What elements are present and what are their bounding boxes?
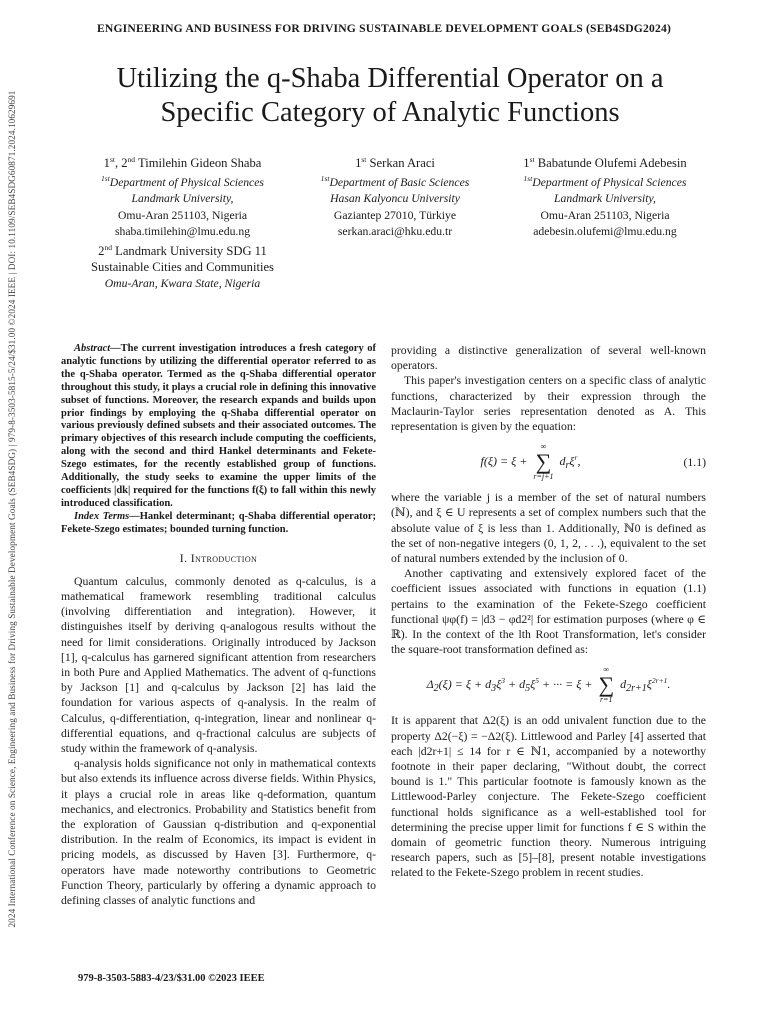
sidebar-doi-text: 2024 International Conference on Science, Engineering and Business for Driving Sustainable Development Goals (SEB4SDG) | 979-8-3503-5815-5/24/$31.00 ©2024 IEEE | DOI: 10.1109/SEB4SDG60871.2024.10629691 xyxy=(7,90,17,928)
author-2-univ: Hasan Kalyoncu University xyxy=(330,192,460,206)
author-1-extra2: Sustainable Cities and Communities xyxy=(91,260,274,275)
author-1-addr: Omu-Aran 251103, Nigeria xyxy=(117,208,248,222)
intro-paragraph-1: Quantum calculus, commonly denoted as q-calculus, is a mathematical framework resembling traditional calculus (involving differentiation and integration). However, it distinguishes itself by deriving q-analogous results without the need for limit considerations. Originally introduced by Jackson [1], q-calculus has garnered significant attention from researchers in both Pure and Applied Mathematics. The advent of q-functions by Jackson [1] and q-calculus by Jackson [2] has laid the foundation for various aspects of q-analysis. In the realm of Calculus, q-differentiation, q-integration, linear and nonlinear q-differential equations, and q-fractional calculus are subjects of study within the framework of q-analysis. xyxy=(61,574,376,756)
index-terms: Index Terms—Hankel determinant; q-Shaba differential operator; Fekete-Szego estimates; bounded turning function. xyxy=(61,510,376,535)
running-header: ENGINEERING AND BUSINESS FOR DRIVING SUSTAINABLE DEVELOPMENT GOALS (SEB4SDG2024) xyxy=(96,22,672,35)
author-3-addr: Omu-Aran 251103, Nigeria xyxy=(540,208,670,222)
footer-copyright: 979-8-3503-5883-4/23/$31.00 ©2023 IEEE xyxy=(78,973,265,984)
author-3-univ: Landmark University, xyxy=(554,192,656,206)
right-paragraph-3: where the variable j is a member of the set of natural numbers (ℕ), and ξ ∈ U represents a set of complex numbers such that the absolute value of ξ is less than 1. Additionally, ℕ0 is defined as the set of non-negative integers (0, 1, 2, . . .), equivalent to the set of natural numbers extended by the inclusion of 0. xyxy=(391,491,706,566)
author-3-email[interactable]: adebesin.olufemi@lmu.edu.ng xyxy=(533,224,677,238)
author-1: 1st, 2nd Timilehin Gideon Shaba $^{1st}$Department of Physical Sciences Landmark University, Omu-Aran 251103, Nigeria shaba.timilehin@lmu.edu.ng 2nd Landmark University SDG 11 Sustainable Cities and Communities Omu-Aran, Kwara State, Nigeria xyxy=(60,152,305,292)
index-terms-label: Index Terms xyxy=(74,510,130,522)
abstract-text: The current investigation introduces a fresh category of analytic functions by utilizing the differential operator referred to as the q-Shaba operator. Termed as the q-Shaba differential operator throughout this study, it plays a crucial role in defining this innovative subset of functions. Moreover, the research expands and builds upon prior findings by employing the q-Shaba differential operator on various previously defined subsets and their associated outcomes. The primary objectives of this research include computing the coefficients, along with the second and third Hankel determinants and Fekete-Szego estimates, for the recently established group of functions. Additionally, the study seeks to examine the upper limits of the coefficients |dk| required for the functions f(ξ) to fall within this newly introduced classification. xyxy=(61,343,376,509)
author-1-name: Timilehin Gideon Shaba xyxy=(137,156,262,171)
abstract: Abstract—The current investigation introduces a fresh category of analytic functions by utilizing the differential operator referred to as the q-Shaba operator. Termed as the q-Shaba differential operator throughout this study, it plays a crucial role in defining this innovative subset of functions. Moreover, the research expands and builds upon prior findings by employing the q-Shaba differential operator on various previously defined subsets and their associated outcomes. The primary objectives of this research include computing the coefficients, along with the second and third Hankel determinants and Fekete-Szego estimates, for the recently established group of functions. Additionally, the study seeks to examine the upper limits of the coefficients |dk| required for the functions f(ξ) to fall within this newly introduced classification. xyxy=(61,343,376,509)
title-line-1: Utilizing the q-Shaba Differential Operator on a xyxy=(116,63,664,94)
right-paragraph-5: It is apparent that Δ2(ξ) is an odd univalent function due to the property Δ2(−ξ) = −Δ2(ξ). Littlewood and Parley [4] asserted that each |d2r+1| ≤ 14 for r ∈ ℕ1, accompanied by a noteworthy footnote in their paper declaring, "Without doubt, the correct bound is 1." This particular footnote is famously known as the Littlewood-Parley conjecture. The Fekete-Szego coefficient functional holds significance as a well-established tool for determining the precise upper limit for functions f ∈ S within the domain of geometric function theory. Numerous intriguing research papers, such as [5]–[8], present notable investigations related to the Fekete-Szego problem in recent studies. xyxy=(391,714,706,880)
equation-sqrt-transform: $\Delta_2(\xi) = \xi + d_3\xi^3 + d_5\xi^5$ + ··· = ξ + ∞ ∑ r=1 $d_{2r+1}\xi^{2r+1}$. xyxy=(426,665,671,705)
author-3-dept: Department of Physical Sciences xyxy=(532,176,687,190)
author-3-name: Babatunde Olufemi Adebesin xyxy=(537,156,687,171)
author-1-dept: Department of Physical Sciences xyxy=(109,176,264,190)
author-3: 1st Babatunde Olufemi Adebesin $^{1st}$Department of Physical Sciences Landmark University, Omu-Aran 251103, Nigeria adebesin.olufemi@lmu.edu.ng xyxy=(490,152,720,240)
author-2-addr: Gaziantep 27010, Türkiye xyxy=(333,208,457,222)
left-column xyxy=(61,343,376,908)
abstract-label: Abstract xyxy=(74,343,111,354)
author-2-dept: Department of Basic Sciences xyxy=(329,176,470,190)
right-column xyxy=(391,343,706,881)
author-2: 1st Serkan Araci $^{1st}$Department of Basic Sciences Hasan Kalyoncu University Gaziantep 27010, Türkiye serkan.araci@hku.edu.tr xyxy=(300,152,490,240)
right-paragraph-4: Another captivating and extensively explored facet of the coefficient issues associated with functions in equation (1.1) pertains to the examination of the Fekete-Szego coefficient functional ψφ(f) = |d3 − φd2²| for estimation purposes (where φ ∈ ℝ). In the context of the lth Root Transformation, let's consider the square-root transformation defined as: xyxy=(391,567,706,657)
author-1-extra3: Omu-Aran, Kwara State, Nigeria xyxy=(104,276,261,290)
right-paragraph-2: This paper's investigation centers on a specific class of analytic functions, characterized by their expression through the Maclaurin-Taylor series representation denoted as A. This representation is given by the equation: xyxy=(391,374,706,434)
paper-title xyxy=(60,62,720,130)
equation-1-1: f(ξ) = ξ + ∞ ∑ r=j+1 $d_r\xi^r$, (1.1) xyxy=(480,442,706,482)
equation-number: (1.1) xyxy=(683,455,706,469)
sidebar-doi xyxy=(4,44,20,974)
right-paragraph-1: providing a distinctive generalization of several well-known operators. xyxy=(391,344,706,373)
index-terms-text: Hankel determinant; q-Shaba differential operator; Fekete-Szego estimates; bounded turning function. xyxy=(61,510,376,535)
intro-paragraph-2: q-analysis holds significance not only in mathematical contexts but also extends its influence across diverse fields. Within Physics, it plays a crucial role in areas like q-deformation, quantum mechanics, and electronics. Probability and Statistics benefit from the exploration of Gaussian q-distribution and q-exponential distribution. In the realm of Economics, its impact is evident in pricing models, as discussed by Haven [3]. Furthermore, q-operators have made noteworthy contributions to Geometric Function Theory, particularly by offering a dynamic approach to defining classes of analytic functions and xyxy=(61,757,376,908)
author-2-email[interactable]: serkan.araci@hku.edu.tr xyxy=(337,224,453,238)
section-heading-introduction: I. Introduction xyxy=(179,551,258,565)
title-line-2: Specific Category of Analytic Functions xyxy=(160,97,620,128)
author-1-extra1: Landmark University SDG 11 xyxy=(115,244,267,259)
author-1-email[interactable]: shaba.timilehin@lmu.edu.ng xyxy=(114,224,251,238)
author-2-name: Serkan Araci xyxy=(369,156,435,171)
author-1-univ: Landmark University, xyxy=(131,192,234,206)
